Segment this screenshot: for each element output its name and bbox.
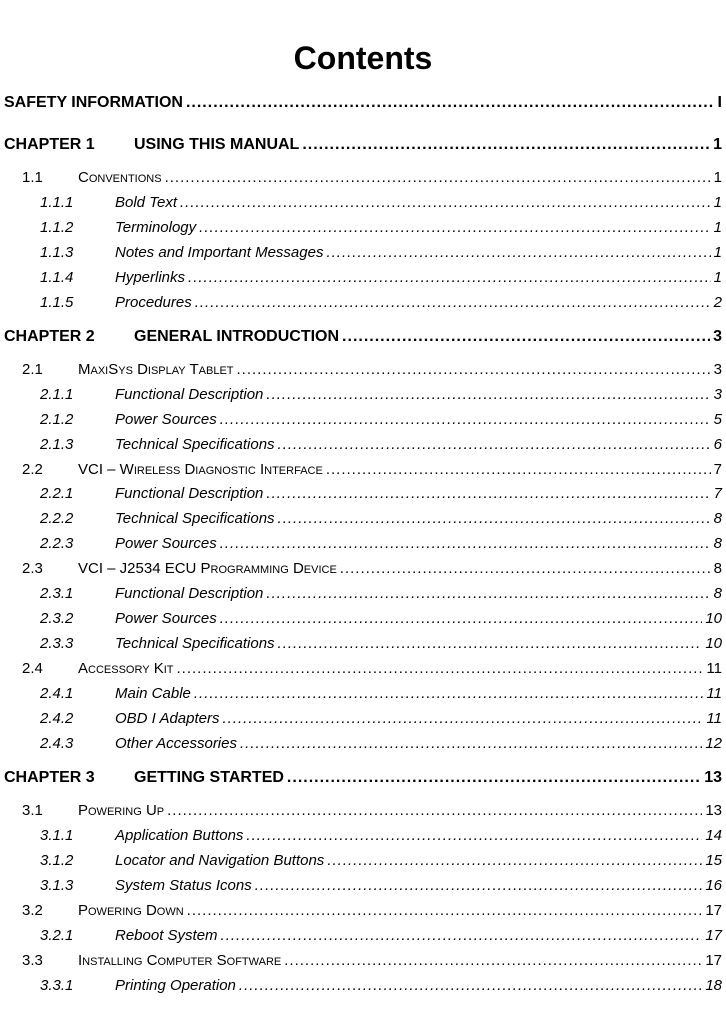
dot-leader [186,94,715,112]
toc-entry-label: Functional Description [115,485,264,503]
toc-entry-page-number: 6 [713,435,722,453]
dot-leader [255,877,703,894]
toc-entry-label: Bold Text [115,193,177,211]
toc-subsection-entry[interactable] [40,194,722,211]
toc-entry-label: Printing Operation [115,976,236,994]
dot-leader [167,802,702,819]
dot-leader [302,136,710,154]
dot-leader [287,769,701,787]
toc-entry-page-number: 13 [704,768,722,786]
toc-subsection-entry[interactable] [40,735,722,752]
toc-entry-label: Hyperlinks [115,268,186,286]
toc-entry-page-number: 1 [713,193,722,211]
toc-entry-page-number: 1 [713,268,722,286]
dot-leader [188,269,711,286]
toc-subsection-entry[interactable] [40,852,722,869]
toc-entry-label: Accessory Kit [78,660,174,678]
toc-entry-label: VCI – Wireless Diagnostic Interface [78,460,323,478]
toc-entry-label: VCI – J2534 ECU Programming Device [78,560,337,578]
toc-section-entry[interactable] [22,169,722,186]
toc-section-entry[interactable] [22,361,722,378]
toc-entry-label: Functional Description [115,585,264,603]
page-title: Contents [293,40,433,76]
toc-subsection-entry[interactable] [40,386,722,403]
toc-entry-label: USING THIS MANUAL [134,136,300,153]
dot-leader [187,902,703,919]
toc-entry-number: 2.1.2 [40,410,74,428]
toc-entry-page-number: 1 [713,169,722,186]
toc-entry-number: 1.1 [22,169,43,186]
toc-entry-number: 2.3.3 [40,635,74,653]
toc-entry-number: 2.4.1 [40,685,74,703]
toc-entry-label: Locator and Navigation Buttons [115,851,325,869]
dot-leader [237,361,711,378]
toc-entry-number: 2.4 [22,660,43,678]
toc-entry-number: 2.2.1 [40,485,74,503]
toc-entry-number: 2.1 [22,360,43,378]
toc-entry-number: 2.1.3 [40,435,74,453]
toc-entry-page-number: 1 [713,136,722,153]
dot-leader [266,485,710,502]
dot-leader [220,411,711,428]
toc-entry-page-number: 17 [705,951,722,969]
dot-leader [220,610,703,627]
toc-entry-page-number: 3 [713,360,722,378]
toc-section-entry[interactable] [22,902,722,919]
toc-entry-number: 2.3 [22,560,43,578]
toc-entry-label: Other Accessories [115,734,237,752]
toc-entry-number: 2.2.2 [40,510,74,528]
toc-entry-page-number: 17 [705,901,722,919]
toc-entry-label: Terminology [115,218,197,236]
toc-entry-number: 2.2.3 [40,535,74,553]
toc-chapter-entry[interactable] [4,94,722,112]
toc-entry-number: 3.1.1 [40,826,74,844]
toc-entry-number: 3.1 [22,801,43,819]
toc-entry-number: 1.1.1 [40,193,74,211]
toc-entry-page-number: 11 [706,685,722,703]
toc-entry-page-number: I [717,94,722,111]
toc-entry-number: CHAPTER 1 [4,136,95,153]
toc-entry-page-number: 15 [705,851,722,869]
dot-leader [278,436,711,453]
toc-subsection-entry[interactable] [40,436,722,453]
toc-entry-page-number: 12 [705,734,722,752]
dot-leader [177,660,704,677]
dot-leader [239,977,702,994]
toc-entry-number: 2.3.2 [40,610,74,628]
toc-entry-number: CHAPTER 3 [4,768,95,786]
toc-entry-page-number: 17 [705,926,722,944]
toc-entry-label: Application Buttons [115,826,244,844]
toc-entry-label: MaxiSys Display Tablet [78,360,234,378]
toc-entry-page-number: 1 [713,243,722,261]
toc-chapter-entry[interactable] [4,769,722,787]
toc-subsection-entry[interactable] [40,510,722,527]
dot-leader [240,735,702,752]
toc-entry-page-number: 10 [705,635,722,653]
toc-section-entry[interactable] [22,560,722,577]
toc-subsection-entry[interactable] [40,485,722,502]
toc-entry-page-number: 14 [705,826,722,844]
toc-entry-page-number: 13 [705,801,722,819]
toc-entry-label: SAFETY INFORMATION [4,94,183,111]
dot-leader [246,827,702,844]
toc-entry-page-number: 16 [705,876,722,894]
toc-entry-label: Main Cable [115,685,191,703]
toc-entry-label: Procedures [115,293,192,311]
toc-subsection-entry[interactable] [40,269,722,286]
toc-subsection-entry[interactable] [40,927,722,944]
toc-entry-label: GENERAL INTRODUCTION [134,327,340,345]
toc-entry-label: Power Sources [115,410,217,428]
toc-entry-number: 2.4.2 [40,710,74,727]
toc-section-entry[interactable] [22,802,722,819]
dot-leader [284,952,702,969]
toc-entry-number: 1.1.2 [40,218,74,236]
dot-leader [194,685,704,702]
toc-entry-page-number: 7 [713,460,722,478]
dot-leader [278,635,703,652]
toc-subsection-entry[interactable] [40,585,722,602]
toc-entry-number: 3.1.2 [40,851,74,869]
toc-entry-number: 1.1.5 [40,293,74,311]
dot-leader [180,194,711,211]
toc-entry-label: Conventions [78,169,162,186]
toc-entry-page-number: 8 [713,535,722,553]
toc-entry-number: CHAPTER 2 [4,327,95,345]
toc-entry-label: System Status Icons [115,876,252,894]
toc-entry-page-number: 10 [705,610,722,628]
dot-leader [221,927,703,944]
toc-chapter-entry[interactable] [4,328,722,346]
toc-subsection-entry[interactable] [40,535,722,552]
dot-leader [165,169,711,186]
toc-entry-number: 2.3.1 [40,585,74,603]
toc-entry-number: 1.1.3 [40,243,74,261]
dot-leader [223,710,704,727]
toc-entry-number: 1.1.4 [40,268,74,286]
toc-entry-label: Functional Description [115,385,264,403]
toc-entry-label: OBD I Adapters [115,710,220,727]
dot-leader [199,219,711,236]
toc-entry-label: Power Sources [115,535,217,553]
dot-leader [326,244,710,261]
toc-entry-page-number: 3 [713,327,722,345]
toc-subsection-entry[interactable] [40,610,722,627]
dot-leader [220,535,711,552]
toc-subsection-entry[interactable] [40,710,722,727]
toc-subsection-entry[interactable] [40,219,722,236]
dot-leader [278,510,711,527]
toc-subsection-entry[interactable] [40,635,722,652]
toc-entry-label: Powering Down [78,901,184,919]
toc-entry-label: Power Sources [115,610,217,628]
toc-subsection-entry[interactable] [40,294,722,311]
dot-leader [266,585,710,602]
toc-entry-page-number: 8 [713,510,722,528]
toc-entry-label: Reboot System [115,926,218,944]
toc-section-entry[interactable] [22,461,722,478]
dot-leader [340,560,711,577]
toc-entry-page-number: 8 [713,560,722,578]
toc-entry-label: Technical Specifications [115,635,275,653]
dot-leader [195,294,711,311]
toc-entry-number: 3.2.1 [40,926,74,944]
toc-entry-page-number: 18 [705,976,722,994]
toc-entry-label: Powering Up [78,801,165,819]
toc-entry-page-number: 11 [706,660,722,678]
toc-entry-page-number: 1 [713,218,722,236]
dot-leader [342,328,710,346]
toc-subsection-entry[interactable] [40,411,722,428]
toc-chapter-entry[interactable] [4,136,722,154]
toc-entry-number: 2.2 [22,460,43,478]
toc-subsection-entry[interactable] [40,827,722,844]
toc-subsection-entry[interactable] [40,244,722,261]
toc-entry-label: Technical Specifications [115,435,275,453]
dot-leader [326,461,711,478]
toc-subsection-entry[interactable] [40,977,722,994]
toc-entry-number: 3.3.1 [40,976,74,994]
toc-entry-number: 3.2 [22,901,43,919]
dot-leader [327,852,702,869]
toc-entry-number: 3.3 [22,951,43,969]
toc-subsection-entry[interactable] [40,877,722,894]
toc-entry-page-number: 8 [713,585,722,603]
toc-entry-label: GETTING STARTED [134,768,284,786]
toc-entry-label: Installing Computer Software [78,951,282,969]
toc-entry-page-number: 7 [713,485,722,503]
dot-leader [266,386,710,403]
toc-entry-number: 3.1.3 [40,876,74,894]
toc-entry-page-number: 5 [713,410,722,428]
toc-section-entry[interactable] [22,952,722,969]
toc-section-entry[interactable] [22,660,722,677]
toc-entry-page-number: 2 [713,293,722,311]
toc-subsection-entry[interactable] [40,685,722,702]
toc-entry-page-number: 3 [713,385,722,403]
toc-entry-page-number: 11 [706,710,722,727]
toc-entry-label: Technical Specifications [115,510,275,528]
toc-entry-number: 2.1.1 [40,385,74,403]
toc-entry-label: Notes and Important Messages [115,243,324,261]
toc-entry-number: 2.4.3 [40,734,74,752]
